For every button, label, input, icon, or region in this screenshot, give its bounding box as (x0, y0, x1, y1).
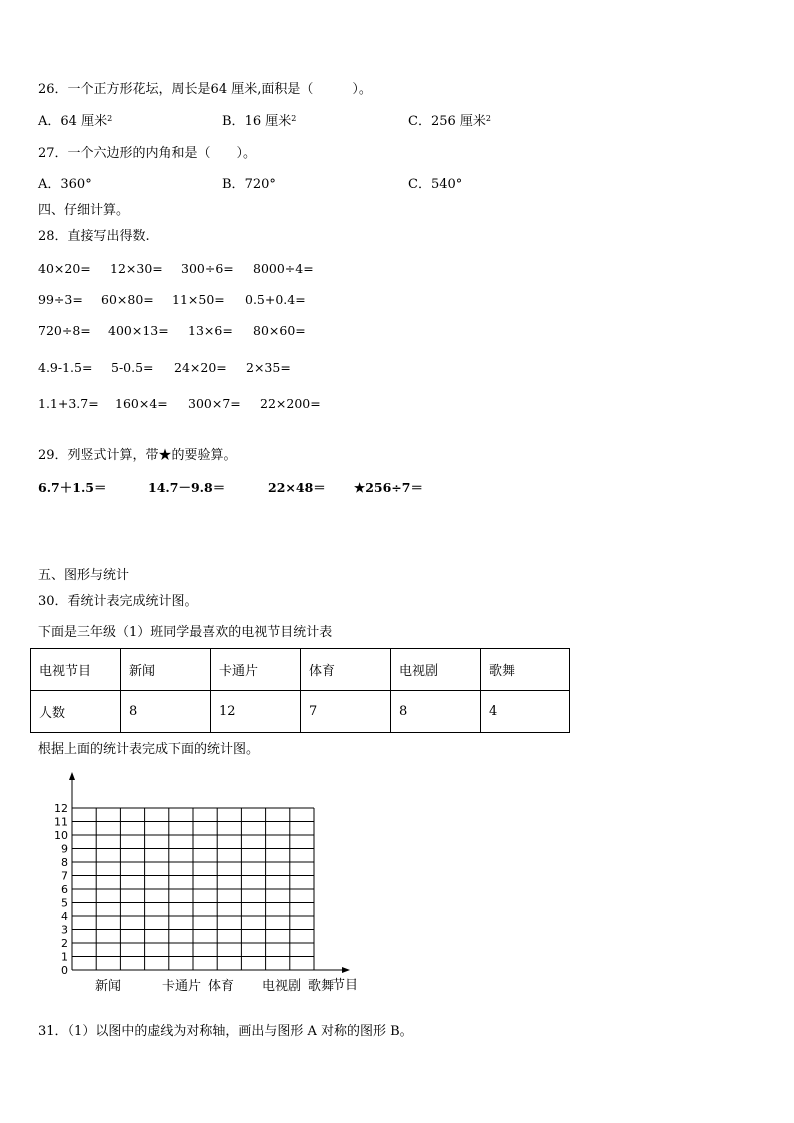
q26-option-b (222, 114, 296, 130)
table-row (31, 691, 570, 733)
q28-item: 80×60= (253, 323, 306, 338)
chart-instruction: 根据上面的统计表完成下面的统计图。 (38, 742, 260, 757)
y-tick-label: 1 (61, 950, 68, 964)
table-cell: 12 (211, 691, 301, 733)
y-tick-label: 11 (54, 815, 68, 829)
q28-item: 4.9-1.5= (38, 360, 93, 375)
x-tick-label: 体育 (208, 979, 235, 994)
q30-stem: 30．看统计表完成统计图。 (38, 594, 198, 609)
x-axis-arrow-icon (342, 967, 350, 973)
q28-item: 300÷6= (181, 261, 234, 276)
y-tick-label: 6 (61, 883, 68, 896)
option-value: 16 厘米 (244, 114, 292, 129)
q28-item: 400×13= (108, 323, 169, 338)
q28-item: 60×80= (101, 292, 154, 307)
q29-item: ★256÷7＝ (354, 480, 423, 495)
y-tick-label: 7 (61, 869, 68, 883)
q28-item: 160×4= (115, 396, 168, 411)
table-cell: 歌舞 (481, 649, 570, 691)
table-row (31, 649, 570, 691)
q28-item: 300×7= (188, 396, 241, 411)
q27-stem: 27．一个六边形的内角和是（ ）。 (38, 146, 257, 161)
option-letter: C． (408, 177, 431, 192)
y-tick-label: 0 (61, 964, 68, 977)
table-cell: 新闻 (121, 649, 211, 691)
x-tick-label: 电视剧 (262, 979, 302, 994)
q28-item: 720÷8= (38, 323, 91, 338)
option-sup: 2 (291, 114, 297, 123)
option-value: 256 厘米 (430, 114, 486, 129)
y-tick-label: 5 (61, 896, 68, 910)
q28-item: 13×6= (188, 323, 233, 338)
option-sup: 2 (485, 114, 491, 123)
table-cell: 体育 (301, 649, 391, 691)
y-tick-label: 3 (61, 923, 68, 937)
x-tick-label: 新闻 (95, 979, 122, 994)
y-tick-label: 4 (61, 910, 68, 923)
option-letter: C． (408, 114, 431, 129)
q29-item: 14.7－9.8＝ (148, 480, 226, 495)
option-letter: B． (222, 177, 245, 192)
table-cell: 8 (121, 691, 211, 733)
q27-option-b (222, 177, 276, 193)
option-letter: A． (38, 114, 61, 129)
q28-item: 0.5+0.4= (245, 292, 306, 307)
q29-item: 22×48＝ (268, 480, 326, 495)
q28-item: 22×200= (260, 396, 321, 411)
q28-item: 40×20= (38, 261, 91, 276)
q28-item: 12×30= (110, 261, 163, 276)
q29-stem: 29．列竖式计算，带★的要验算。 (38, 448, 237, 463)
table-cell: 4 (481, 691, 570, 733)
q28-item: 24×20= (174, 360, 227, 375)
option-value: 64 厘米 (60, 114, 108, 129)
x-tick-label: 歌舞 (308, 979, 335, 994)
q31-stem: 31．（1）以图中的虚线为对称轴，画出与图形 A 对称的图形 B。 (38, 1024, 413, 1039)
stat-table (30, 648, 570, 733)
y-axis-arrow-icon (69, 772, 75, 780)
table-cell: 人数 (31, 691, 121, 733)
y-tick-label: 2 (61, 937, 68, 950)
q27-option-c (408, 177, 462, 193)
section-5-heading: 五、图形与统计 (38, 568, 130, 583)
table-cell: 卡通片 (211, 649, 301, 691)
option-sup: 2 (107, 114, 113, 123)
option-letter: B． (222, 114, 245, 129)
q28-item: 2×35= (246, 360, 291, 375)
option-value: 360° (60, 177, 92, 192)
option-value: 720° (244, 177, 276, 192)
q26-option-a (38, 114, 112, 130)
chart-svg (40, 770, 380, 1000)
q28-item: 8000÷4= (253, 261, 314, 276)
y-tick-label: 10 (54, 829, 68, 842)
q28-item: 11×50= (172, 292, 225, 307)
bar-chart (40, 770, 380, 1000)
section-4-heading: 四、仔细计算。 (38, 203, 130, 218)
q26-stem: 26．一个正方形花坛，周长是64 厘米,面积是（ ）。 (38, 82, 372, 97)
x-axis-label: 节目 (332, 978, 359, 993)
q26-option-c (408, 114, 491, 130)
table-cell: 电视剧 (391, 649, 481, 691)
q28-item: 99÷3= (38, 292, 83, 307)
table-title: 下面是三年级（1）班同学最喜欢的电视节目统计表 (38, 625, 333, 640)
q28-item: 5-0.5= (111, 360, 154, 375)
q27-option-a (38, 177, 92, 193)
option-value: 540° (430, 177, 463, 192)
table-cell: 7 (301, 691, 391, 733)
x-tick-label: 卡通片 (162, 979, 202, 994)
table-cell: 电视节目 (31, 649, 121, 691)
table-cell: 8 (391, 691, 481, 733)
y-tick-label: 8 (61, 856, 68, 869)
y-tick-label: 9 (61, 842, 68, 856)
q29-item: 6.7＋1.5＝ (38, 480, 107, 495)
y-tick-label: 12 (54, 802, 68, 815)
q28-item: 1.1+3.7= (38, 396, 99, 411)
q28-stem: 28．直接写出得数. (38, 229, 150, 244)
option-letter: A． (38, 177, 61, 192)
